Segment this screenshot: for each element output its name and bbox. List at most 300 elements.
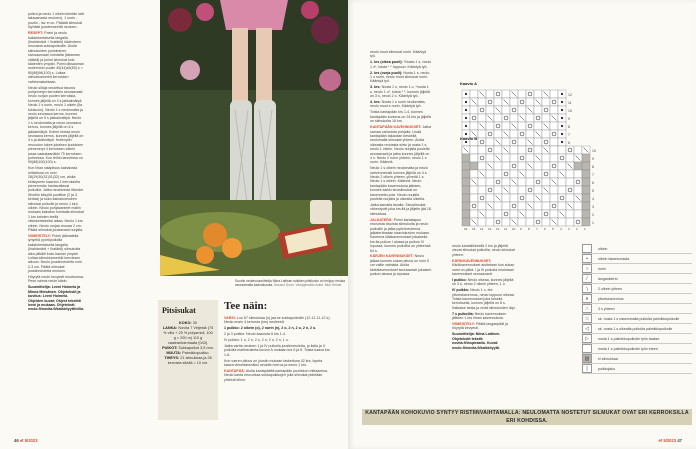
chart-cell [574, 202, 582, 210]
chart-cell [486, 106, 494, 114]
chart-cell [542, 202, 550, 210]
chart-cell [510, 186, 518, 194]
row-number: 3 [592, 205, 594, 209]
chart-cell [470, 162, 478, 170]
chart-cell [526, 186, 534, 194]
chart-cell [494, 98, 502, 106]
chart-cell [550, 90, 558, 98]
photo-caption [235, 279, 345, 287]
chart-cell [526, 170, 534, 178]
chart-cell [526, 194, 534, 202]
chart-cell [462, 186, 470, 194]
yarn-label: LANKA: [162, 326, 178, 330]
legend-label: oikein takareunasta [598, 256, 630, 261]
chart-cell [486, 170, 494, 178]
chart-cell [478, 146, 486, 154]
purl-symbol [561, 133, 563, 135]
chart-cell [462, 162, 470, 170]
chart-cell [486, 178, 494, 186]
chart-cell [558, 202, 566, 210]
howto-text-column [224, 316, 332, 428]
chart-cell [526, 130, 534, 138]
column-number: 15 [472, 227, 476, 231]
chart-cell [470, 186, 478, 194]
gauge-label: TIHEYS: [164, 356, 180, 360]
chart-cell [470, 122, 478, 130]
page-number-left [14, 438, 38, 443]
row-number: 12 [568, 93, 572, 97]
chart-cell [566, 178, 574, 186]
chart-cell [494, 114, 502, 122]
chart-cell [486, 90, 494, 98]
chart-cell [558, 146, 566, 154]
column-number: 4 [560, 227, 562, 231]
chart-cell [566, 218, 574, 226]
legend-row [582, 254, 692, 264]
chart-cell [550, 98, 558, 106]
paragraph: Poimi jäämatella lyhyellä pyöröpuikolla kaksinkertaisella langalla (lhahämärä + Ihatähti) silmukoita aika pitkälti koko kaulan ympäri. Loitaa silmukkamerkki kerroksen alkuun. Neulo joustinneuleita noin 2-3 cm. Päätä silmukat joustinneuletta neuloen. [28, 233, 82, 274]
legend-swatch-icon: ◁ [582, 324, 592, 333]
chart-cell [502, 154, 510, 162]
legend-swatch-icon [582, 344, 592, 353]
chart-cell [510, 106, 518, 114]
chart-cell [502, 122, 510, 130]
chart-cell [478, 186, 486, 194]
chart-cell [550, 170, 558, 178]
section-heading: KÄRJEN KAVENNUKSET: [370, 254, 414, 259]
magazine-name: et 5/2023 [658, 438, 677, 443]
pull-quote-banner [362, 409, 692, 425]
section-heading: KANTAPÄÄN KAVENNUKSET: [370, 125, 422, 130]
purl-symbol [465, 117, 467, 119]
chart-cell [502, 90, 510, 98]
chart-cell [542, 178, 550, 186]
chart-cell [470, 194, 478, 202]
paragraph: Toista kantapään krs 1-4, kunnes kantapään korkeus on 24 krs ja jäljellä on silmukoita 16 krs. [370, 110, 431, 124]
chart-cell [550, 186, 558, 194]
chart-cell [550, 162, 558, 170]
chart-cell [566, 194, 574, 202]
chart-cell [582, 154, 590, 162]
chart-cell [518, 90, 526, 98]
caption-credit: Mousut Gomi. Vintagemalto Arkel. Muk Heinel. [274, 283, 343, 288]
chart-cell [462, 170, 470, 178]
chart-cell [518, 154, 526, 162]
chart-cell [542, 194, 550, 202]
chart-cell [518, 194, 526, 202]
chart-cell [518, 186, 526, 194]
purl-symbol [561, 125, 563, 127]
right-text-column-a [370, 50, 432, 405]
page-number-right [658, 438, 682, 443]
legend-label: nurin [598, 266, 606, 271]
chart-cell [550, 130, 558, 138]
chart-cell [510, 130, 518, 138]
legend-label: nosta 1 s palmikkopuikolle työn taakse [598, 336, 660, 341]
chart-cell [558, 194, 566, 202]
legend-label: 3 s yhteen [598, 306, 615, 311]
row-number: 6 [592, 181, 594, 185]
chart-cell [534, 162, 542, 170]
legend-row [582, 284, 692, 294]
chart-cell [582, 218, 590, 226]
legend-label: nosta 1 s palmikkopuikolle työn eteen [598, 346, 658, 351]
chart-cell [478, 106, 486, 114]
paragraph: 2 ja 3 puikko: Neulo kaaviota A krs 1-4. [224, 332, 286, 337]
row-number: 10 [592, 149, 596, 153]
chart-cell [526, 98, 534, 106]
chart-cell [494, 202, 502, 210]
chart-cell [502, 218, 510, 226]
chart-cell [526, 210, 534, 218]
chart-cell [526, 90, 534, 98]
paragraph: Päätä langanpäät ja höyrytä kevyesti. [452, 322, 508, 331]
row-number: 7 [592, 173, 594, 177]
chart-cell [518, 146, 526, 154]
chart-cell [502, 162, 510, 170]
legend-swatch-icon: ⁄ [582, 274, 592, 283]
chart-cell [582, 202, 590, 210]
purl-symbol [561, 141, 563, 143]
chart-cell [510, 170, 518, 178]
legend-swatch-icon: • [582, 254, 592, 263]
chart-cell [582, 178, 590, 186]
chart-cell [486, 130, 494, 138]
chart-cell [486, 98, 494, 106]
chart-cell [542, 130, 550, 138]
step-label: 2. krs (nurja puoli): [370, 70, 403, 75]
paragraph: Aloita kantapäältä kantapään puoliskon mittaamina. Neulo kanta neuvoissa sukkapuikkojen jolla silmukat pidetään yhteinä kiinni. [224, 369, 329, 382]
chart-cell [550, 122, 558, 130]
chart-cell [534, 218, 542, 226]
purl-symbol [465, 101, 467, 103]
chart-cell [566, 154, 574, 162]
chart-cell [526, 178, 534, 186]
chart-cell [534, 114, 542, 122]
chart-a-title: Kaavio A [460, 81, 477, 86]
credits: Suunnittelija: Niina Laitinen. Ohjetekstit tekstit: novita.fi/inspiraatio. Kuvat: neulo.fi/novita.fi/kaikkityytti. [452, 332, 501, 350]
purl-symbol [561, 101, 563, 103]
purl-symbol [561, 109, 563, 111]
legend-row [582, 344, 692, 354]
legend-label: ei silmukkaa [598, 356, 618, 361]
needles-label: PUIKOT: [162, 346, 178, 350]
page-number: 47 [677, 438, 682, 443]
chart-cell [494, 146, 502, 154]
column-number: 11 [504, 227, 508, 231]
chart-cell [478, 202, 486, 210]
row-number: 2 [592, 213, 594, 217]
size-label: KOKO: [179, 321, 192, 325]
chart-cell [494, 162, 502, 170]
chart-cell [478, 178, 486, 186]
column-number: 5 [552, 227, 554, 231]
chart-cell [582, 186, 590, 194]
row-number: 11 [568, 101, 572, 105]
paragraph: Neulo 1 o, tee ylivetokavennus, neulo loppuun oikeaa. Toista kavennukset joka toisella kerroksella, kunnes jäljellä on 8 s. Katkaise lanka ja vedä silmukoiden läpi. [452, 288, 516, 310]
chart-cell [478, 130, 486, 138]
chart-cell [494, 90, 502, 98]
chart-cell [550, 106, 558, 114]
row-number: 9 [592, 157, 594, 161]
hero-photo [160, 0, 348, 276]
paragraph: Neulo 1 s oikein neulomatta ja neulo vahvennetusti kunnes jäljellä on 4 s. Neulo 2 oikein yhteen, ylivedä 1 s. Neulo 1 s oikein. Käännä. Neulo kantapään kavennuksia jatkaen, kunnes kaikki sivusilmukat on kavennettu pois. Neulo nurjalla puolella nurjalla ja oikealla oikeilla. [370, 166, 428, 202]
legend-swatch-icon: ▷ [582, 334, 592, 343]
chart-cell [558, 218, 566, 226]
row-number: 5 [592, 189, 594, 193]
chart-cell [486, 218, 494, 226]
chart-cell [534, 106, 542, 114]
paragraph: neulo kantaliikkeellä 2 krs ja jäljellä olevat silmukat puikoilla, neulo silmukat yhteen. [452, 244, 515, 257]
chart-cell [566, 146, 574, 154]
legend-row [582, 294, 692, 304]
chart-cell [566, 210, 574, 218]
chart-cell [502, 114, 510, 122]
info-box [158, 300, 218, 420]
chart-cell [574, 146, 582, 154]
legend-row [582, 244, 692, 254]
chart-cell [574, 210, 582, 218]
chart-cell [502, 194, 510, 202]
section-heading: KANTAPÄÄ: [224, 369, 246, 374]
legend-label: 2 oikein yhteen [598, 286, 623, 291]
legend-swatch-icon [582, 244, 592, 253]
legend-swatch-icon: ⤫ [582, 304, 592, 313]
chart-cell [502, 210, 510, 218]
chart-cell [534, 146, 542, 154]
needles-value: Sukkapuikot 3,5 mm. [178, 346, 214, 350]
howto-title: Tee näin: [224, 300, 268, 312]
chart-cell [510, 98, 518, 106]
row-number: 6 [568, 141, 570, 145]
row-number: 4 [592, 197, 594, 201]
column-number: 7 [536, 227, 538, 231]
page-number: 46 [14, 438, 19, 443]
paragraph: Höyrytä neule kevyesti muotoonsa. Pese valmis neule käsin. [28, 275, 84, 284]
chart-cell [470, 202, 478, 210]
magazine-name: et 5/2023 [19, 438, 38, 443]
column-number: 3 [568, 227, 570, 231]
chart-cell [510, 114, 518, 122]
chart-cell [534, 210, 542, 218]
paragraph: Neulo jalkaa kunnes sukan pituus on noin 5 cm vaille valmista. Aloita kärkikavennukset seuraavasti jokaisen puikon alussa ja lopussa. [370, 254, 432, 277]
chart-cell [550, 146, 558, 154]
chart-cell [478, 114, 486, 122]
credits: Suunnittelija: Leeni Hoimela ja Minna Metsänen. Ohjetekstit ja kuvitus: Leeni Hoimela. Ohjeiden kuvat: Ohjeet tekstitti leeni ja mukaan. Ohjeteksti: neulo.fi/novita.fi/kaikkityytti/villa. [28, 285, 85, 312]
chart-cell [518, 98, 526, 106]
chart-cell [558, 162, 566, 170]
chart-cell [558, 154, 566, 162]
chart-cell [542, 210, 550, 218]
purl-symbol [465, 141, 467, 143]
row-number: 7 [568, 133, 570, 137]
chart-cell [510, 202, 518, 210]
chart-cell [470, 154, 478, 162]
section-heading: VIIMEISTELY: [28, 233, 51, 238]
chart-cell [518, 130, 526, 138]
chart-cell [582, 162, 590, 170]
chart-cell [526, 114, 534, 122]
purl-symbol [465, 93, 467, 95]
chart-cell [534, 90, 542, 98]
purl-symbol [561, 117, 563, 119]
banner-text: KANTAPÄÄN KOHOKUVIO SYNTYY RISTIINVAIHTAMALLA: NEULOMATTA NOSTETUT SILMUKAT OVAT ERI KERROKSILLA ERI KOHDISSA. [365, 410, 689, 424]
row-number: 8 [592, 165, 594, 169]
chart-cell [494, 186, 502, 194]
chart-cell [502, 178, 510, 186]
chart-cell [574, 170, 582, 178]
column-number: 14 [480, 227, 484, 231]
legend-swatch-icon: ○ [582, 264, 592, 273]
legend-row [582, 334, 692, 344]
chart-cell [510, 146, 518, 154]
chart-cell [462, 154, 470, 162]
chart-cell [502, 170, 510, 178]
chart-cell [486, 146, 494, 154]
legend-swatch-icon: | [582, 364, 592, 373]
paragraph: Poimi ja neulo kaksinkertaisella langalla (lhahämärä + Ihatähti) kädenteen neuvasta sukkapuikoille. Aloita silmukoiden poimiminen sivusaumaan kohdalta (takaman välistä) ja poimi silmukat kolo kädenten ympäri. Poimi diksauman molemmin puolin 40(44)48(50) s = 80(88)96(100) s. Loitaa silmukkamerkit kerroksen vaihtumakohtaan. [28, 31, 84, 84]
column-number: 10 [512, 227, 516, 231]
chart-cell [486, 154, 494, 162]
chart-cell [486, 194, 494, 202]
legend-row [582, 304, 692, 314]
step-label: I puikko: [452, 277, 467, 282]
chart-cell [558, 186, 566, 194]
chart-cell [542, 218, 550, 226]
legend-label: sk. nosta 1 s oikealta puikolta palmikkopuikolle [598, 326, 673, 331]
chart-cell [486, 122, 494, 130]
paragraph: Luo 67 silmukkaa (s) jaa se sukkapuikoille (12-12-11-12 s). Neulo ensin 4 kerrosta (krs) neuleesti: [224, 316, 331, 325]
paragraph: Jatka vartta neuloen 1 ja IV puikolla joustinneuletta, ja ilalla ja II puikolla mallineuleeta kuvion A mukaan krs 5 ja 6. Toista kaava krs 1-6. [224, 344, 330, 357]
right-page [348, 0, 696, 449]
chart-cell [518, 106, 526, 114]
chart-cell [526, 122, 534, 130]
column-number: 12 [496, 227, 500, 231]
left-text-column [28, 12, 84, 432]
chart-cell [574, 218, 582, 226]
paragraph: neulo muut silmukat nurin. Kääntyä työ. [370, 50, 427, 59]
legend-row [582, 264, 692, 274]
chart-cell [462, 202, 470, 210]
chart-cell [518, 202, 526, 210]
chart-cell [518, 162, 526, 170]
chart-cell [502, 202, 510, 210]
legend-swatch-icon: ⤬ [582, 314, 592, 323]
paragraph: IV puikko: 1 o, 2 n, 2 o, 2 n, 2 o, 2 n, 1 o. [224, 338, 289, 343]
chart-cell [566, 170, 574, 178]
chart-cell [542, 114, 550, 122]
gauge-value: 21 silmukkaa ja 26 kerrosta sileää = 10 cm. [167, 356, 212, 365]
chart-cell [470, 146, 478, 154]
column-number: 9 [520, 227, 522, 231]
chart-cell [574, 162, 582, 170]
chart-cell [478, 194, 486, 202]
size-value: 39 [192, 321, 197, 325]
paragraph: Nosta 1 s, neulo 1 o, *nosta 1 s, neulo 1 o*, toista * *, kunnes jäljellä on 3 s, neulo 2 o. Kääntyä työ. [370, 85, 430, 99]
chart-cell [534, 178, 542, 186]
paragraph: Kun varren pituus on joustin mukaan laskettuna 42 krs, lopeta kaava viimeisimmäksi neulottu kerros ja neulo 1 krs. [224, 358, 323, 368]
chart-cell [478, 218, 486, 226]
chart-cell [486, 210, 494, 218]
legend-label: sk. nosta 1 s vasemmalta puikolta palmikkopuikolle [598, 316, 680, 321]
chart-cell [542, 98, 550, 106]
chart-cell [478, 98, 486, 106]
chart-cell [494, 130, 502, 138]
chart-cell [470, 114, 478, 122]
section-heading: JALKATERÄ: [370, 217, 393, 222]
paragraph: Poimi kantalapun reunoista sivuista silmukoita ja neulo puikoille ja jatka pyöröneuleena jalkateräosaan kaaviokuvion mukaan. Kavenna kiilakavennukset jokaisella krs:lla puikon I alussa ja puikon IV lopussa, kunnes puikoilla on yhteensä 64 s. [370, 217, 431, 253]
chart-cell [502, 106, 510, 114]
chart-cell [494, 178, 502, 186]
chart-cell [486, 186, 494, 194]
chart-cell [462, 218, 470, 226]
chart-cell [534, 170, 542, 178]
step-label: 3. krs: [370, 85, 381, 90]
chart-cell [542, 154, 550, 162]
legend-row [582, 364, 692, 374]
row-number: 8 [568, 125, 570, 129]
chart-cell [534, 122, 542, 130]
paragraph: Nosta 1 s, neulo 1 n nurin, neulo muut silmukat nurin. Kääntyä työ. [370, 70, 430, 84]
chart-cell [494, 170, 502, 178]
paragraph: Jatka samalla tavalla. Sivusilmukat vähentyvät joka krs:llä ja jäljelle jää 18 silmukkaa. [370, 203, 431, 216]
row-number: 1 [592, 221, 594, 225]
paragraph: Kärkikavennukset aloitetaan kun sukan varsi on pitkä. I ja III puikolla neulotaan kavennukset seuraavasti: [452, 263, 515, 276]
chart-cell [470, 170, 478, 178]
legend-label: puikkojako [598, 366, 615, 371]
column-number: 2 [576, 227, 578, 231]
section-heading: RESEPT: [28, 31, 44, 36]
purl-symbol [465, 109, 467, 111]
paragraph: Jatka samaa vahvuista pohjalla. Lisää kantapään takaosan keskellä neulomalla silmukat yhteen. Aloita oikeasta reunasta siirto ja nosta 1 s, neulo 1 oikein. Neulo nurjalla puolella seuraavasti ja jatka kunnes jäljellä on 4 s. Neulo 2 nurin yhteen, neulo 1 s nurin. Käännä. [370, 125, 431, 165]
step-label: 7 s puikoilla: [452, 311, 474, 316]
section-heading: VIIMEISTELY: [452, 322, 475, 326]
step-label: IV puikko: [452, 288, 470, 293]
purl-symbol [561, 93, 563, 95]
step-label: 1. krs (oikea puoli): [370, 60, 403, 65]
chart-cell [534, 202, 542, 210]
legend-swatch-icon: ∖ [582, 284, 592, 293]
right-text-column-b [452, 244, 518, 404]
chart-cell [478, 162, 486, 170]
section-heading: VARSI: [224, 316, 236, 320]
section-heading: KÄRKIKAVENNUKSET: [452, 258, 492, 263]
chart-cell [582, 210, 590, 218]
column-number: 16 [464, 227, 468, 231]
chart-cell [526, 218, 534, 226]
chart-cell [550, 202, 558, 210]
chart-cell [462, 194, 470, 202]
chart-cell [518, 218, 526, 226]
column-number: 6 [544, 227, 546, 231]
info-details [158, 321, 218, 366]
chart-cell [494, 122, 502, 130]
chart-cell [470, 90, 478, 98]
column-number: 8 [528, 227, 530, 231]
legend-row [582, 314, 692, 324]
chart-cell [550, 194, 558, 202]
chart-cell [510, 154, 518, 162]
paragraph: Kun lihan sisäpituus kainalosta mittattuna on noin 28(29)30(31)31(32) cm, aloita kiristyneen kaavion 1 kerroksella pienemmän hantavaltavat puikoilla. Jatka neulomista Wonder Woollin kävyllä puoliitse (2 ja 3 kertaa) ja koko kainaloneuleen silmukat puikolle ja neulo 1 kiro oikein. Neulo pohjavanteet mallin mukaan kainalon kohdalla silmukat 1 krs kahden teellä viisinkertaiseksi aikaa. Neulo 1 krs oikein. Neulo nurjaa reunaa 2 cm: Päätä silmukat joustavasti nurjalla. [28, 166, 84, 232]
chart-legend [582, 244, 692, 374]
paragraph: Neulo kavennuksen jälkeen 1 krs ilman kavennuksia. [452, 311, 507, 321]
legend-label: langankierto [598, 276, 618, 281]
legend-row [582, 324, 692, 334]
chart-cell [494, 218, 502, 226]
paragraph: 1 puikko: 2 oikein (o), 2 nurin (n), 2 o, 2 n, 2 o, 2 n, 2 o. [224, 326, 317, 331]
chart-cell [510, 210, 518, 218]
legend-swatch-icon: ▥ [582, 354, 592, 363]
